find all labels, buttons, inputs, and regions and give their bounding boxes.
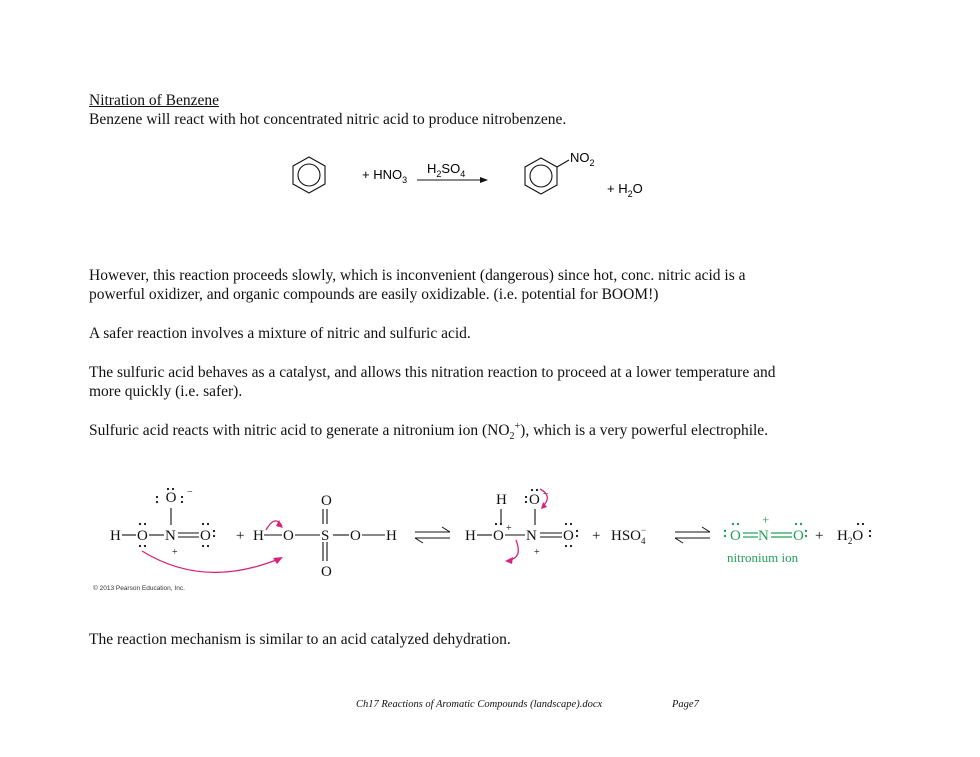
svg-text:H: H — [496, 492, 507, 508]
svg-text:H: H — [465, 528, 476, 544]
svg-text:N: N — [165, 528, 176, 544]
svg-text:O: O — [529, 492, 540, 508]
svg-text:N: N — [758, 528, 769, 544]
svg-text:+: + — [236, 528, 245, 544]
paragraph-3-line-2: more quickly (i.e. safer). — [89, 383, 243, 400]
water: $H_2O$ — [837, 528, 864, 546]
nitronium-ion — [727, 512, 804, 565]
svg-text:O: O — [283, 528, 294, 544]
svg-text:O: O — [793, 528, 804, 544]
svg-text:+: + — [762, 512, 770, 527]
svg-text:O: O — [321, 493, 332, 509]
intro-text: Benzene will react with hot concentrated nitric acid to produce nitrobenzene. — [89, 111, 567, 128]
benzene-ring — [293, 157, 325, 193]
svg-text:N: N — [526, 528, 537, 544]
catalyst-h2so4: $H_2SO_4$ — [427, 161, 466, 179]
hso4-ion: $HSO_4$ — [611, 528, 646, 546]
svg-text:O: O — [321, 564, 332, 580]
paragraph-5: The reaction mechanism is similar to an acid catalyzed dehydration. — [89, 631, 511, 648]
equilibrium-arrow-2 — [675, 527, 710, 543]
paragraph-3-line-1: The sulfuric acid behaves as a catalyst, and allows this nitration reaction to proceed at a lower temperature and — [89, 364, 776, 381]
section-heading: Nitration of Benzene — [89, 92, 219, 109]
paragraph-1-line-2: powerful oxidizer, and organic compounds are easily oxidizable. (i.e. potential for BOOM!) — [89, 286, 659, 303]
svg-text:H: H — [110, 528, 121, 544]
nitronium-mechanism — [85, 478, 900, 596]
svg-text:O: O — [137, 528, 148, 544]
svg-text:O: O — [563, 528, 574, 544]
svg-text:O: O — [165, 490, 177, 506]
paragraph-1-line-1: However, this reaction proceeds slowly, which is inconvenient (dangerous) since hot, conc. nitric acid is a — [89, 267, 746, 284]
paragraph-2: A safer reaction involves a mixture of nitric and sulfuric acid. — [89, 325, 471, 342]
svg-text:H: H — [253, 528, 264, 544]
nitrobenzene-ring — [525, 158, 569, 194]
svg-text:O: O — [350, 528, 361, 544]
svg-text:O: O — [730, 528, 741, 544]
copyright-notice: © 2013 Pearson Education, Inc. — [93, 585, 185, 592]
svg-text:O: O — [493, 528, 504, 544]
svg-text:+: + — [534, 547, 540, 558]
svg-text:O: O — [200, 528, 211, 544]
svg-text:−: − — [543, 489, 549, 500]
svg-text:+: + — [592, 528, 601, 544]
svg-text:nitronium ion: nitronium ion — [727, 550, 799, 565]
svg-text:+: + — [815, 528, 824, 544]
svg-text:H: H — [386, 528, 397, 544]
nitro-group: $NO_2$ — [570, 150, 595, 168]
paragraph-4: Sulfuric acid reacts with nitric acid to generate a nitronium ion $(NO_2^+)$, which is a very powerful electrophile. — [89, 421, 769, 442]
svg-text:+: + — [506, 523, 512, 534]
footer-page-number: Page7 — [672, 699, 699, 710]
nitration-equation — [280, 148, 680, 206]
reagent-hno3: + $HNO_3$ — [362, 167, 408, 185]
equilibrium-arrow-1 — [415, 527, 450, 543]
svg-text:−: − — [187, 487, 193, 498]
footer-document-name: Ch17 Reactions of Aromatic Compounds (landscape).docx — [356, 699, 603, 710]
byproduct-water: + $H_2O$ — [607, 181, 643, 199]
svg-text:−: − — [641, 525, 647, 535]
svg-text:S: S — [321, 528, 330, 544]
svg-text:+: + — [172, 547, 178, 558]
